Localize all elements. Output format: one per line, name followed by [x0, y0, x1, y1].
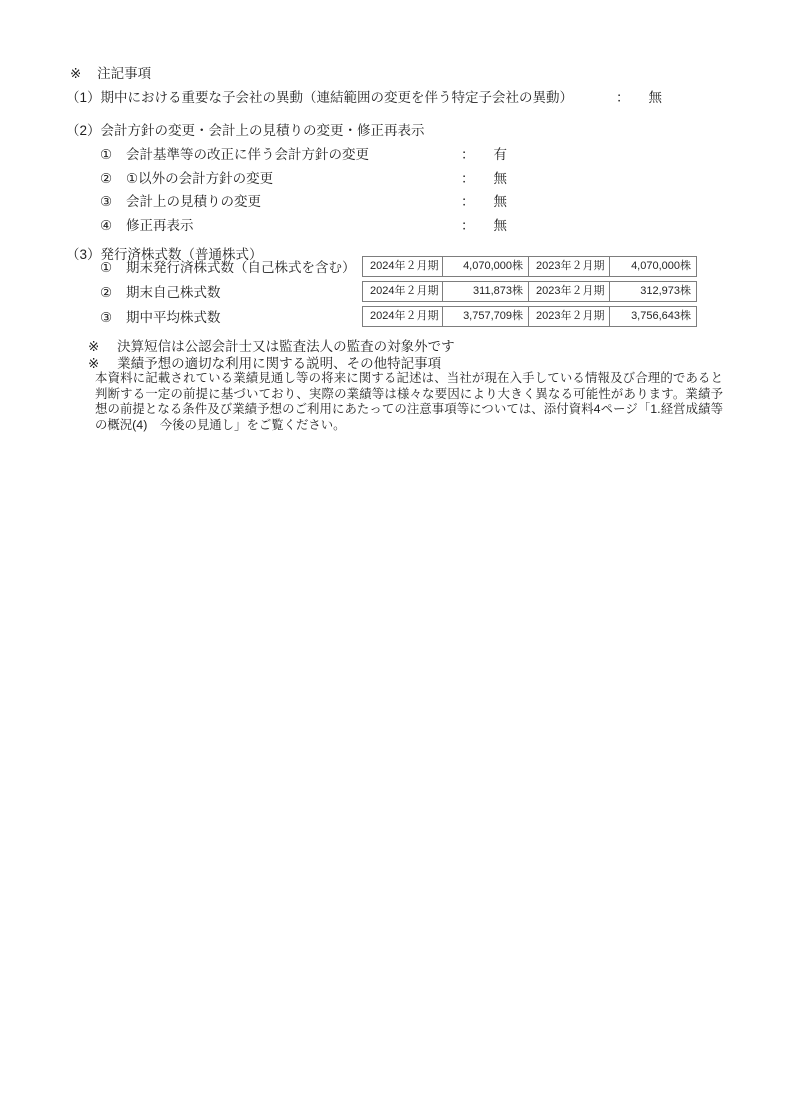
- colon-separator: ：: [616, 90, 630, 105]
- accounting-item-answer: 無: [493, 194, 507, 209]
- period-cell: 2023年２月期: [529, 282, 610, 301]
- colon-separator: ：: [461, 194, 475, 209]
- accounting-item-answer: 有: [493, 147, 507, 162]
- accounting-item-label: 会計上の見積りの変更: [126, 194, 261, 209]
- subsidiary-change-label: （1）期中における重要な子会社の異動（連結範囲の変更を伴う特定子会社の異動）: [66, 90, 574, 105]
- forecast-footnote-text: 業績予想の適切な利用に関する説明、その他特記事項: [117, 356, 442, 371]
- colon-separator: ：: [461, 218, 475, 233]
- period-cell: 2024年２月期: [363, 282, 443, 301]
- section3-title: （3）発行済株式数（普通株式）: [66, 247, 263, 262]
- audit-footnote-text: 決算短信は公認会計士又は監査法人の監査の対象外です: [117, 339, 455, 354]
- reference-mark-icon: ※: [88, 339, 100, 354]
- share-count-table-row: [362, 306, 697, 327]
- circled-number: ④: [100, 218, 113, 233]
- circled-number: ①: [100, 147, 113, 162]
- section2-title: （2）会計方針の変更・会計上の見積りの変更・修正再表示: [66, 123, 425, 138]
- accounting-item-value: [461, 194, 507, 210]
- forecast-disclaimer-paragraph: 本資料に記載されている業績見通し等の将来に関する記述は、当社が現在入手している情報及び合理的であると判断する一定の前提に基づいており、実際の業績等は様々な要因により大きく異なる可能性があります。業績予想の前提となる条件及び業績予想のご利用にあたっての注意事項等については、添付資料4ページ「1.経営成績等の概況(4) 今後の見通し」をご覧ください。: [95, 371, 723, 432]
- share-row-label: 期末自己株式数: [126, 285, 221, 300]
- circled-number: ②: [100, 171, 113, 186]
- share-value-cell: 4,070,000株: [631, 260, 691, 273]
- share-row-label: 期末発行済株式数（自己株式を含む）: [126, 260, 356, 275]
- colon-separator: ：: [461, 147, 475, 162]
- period-cell: 2024年２月期: [363, 257, 443, 276]
- share-row-label: 期中平均株式数: [126, 310, 221, 325]
- share-value-cell: 311,873株: [443, 282, 529, 301]
- colon-separator: ：: [461, 171, 475, 186]
- share-value-cell: 3,757,709株: [443, 307, 529, 326]
- circled-number: ③: [100, 310, 113, 325]
- circled-number: ③: [100, 194, 113, 209]
- period-cell: 2023年２月期: [529, 307, 610, 326]
- share-count-table-row: [362, 256, 697, 277]
- accounting-item-label: ①以外の会計方針の変更: [126, 171, 274, 186]
- reference-mark-icon: ※: [70, 66, 82, 81]
- subsidiary-change-value: [616, 90, 662, 106]
- reference-mark-icon: ※: [88, 356, 100, 371]
- share-value-cell: 312,973株: [640, 285, 691, 298]
- period-cell: 2024年２月期: [363, 307, 443, 326]
- forecast-footnote: [88, 356, 441, 372]
- accounting-item-value: [461, 147, 507, 163]
- notes-header-title: 注記事項: [97, 66, 152, 81]
- notes-header: [70, 66, 151, 82]
- share-value-cell: 4,070,000株: [443, 257, 529, 276]
- period-cell: 2023年２月期: [529, 257, 610, 276]
- accounting-item-answer: 無: [493, 171, 507, 186]
- subsidiary-change-answer: 無: [648, 90, 662, 105]
- accounting-item-label: 会計基準等の改正に伴う会計方針の変更: [126, 147, 369, 162]
- audit-footnote: [88, 339, 455, 355]
- accounting-item-value: [461, 171, 507, 187]
- accounting-item-value: [461, 218, 507, 234]
- accounting-item-label: 修正再表示: [126, 218, 194, 233]
- circled-number: ②: [100, 285, 113, 300]
- accounting-item-answer: 無: [493, 218, 507, 233]
- share-count-table-row: [362, 281, 697, 302]
- circled-number: ①: [100, 260, 113, 275]
- share-value-cell: 3,756,643株: [631, 310, 691, 323]
